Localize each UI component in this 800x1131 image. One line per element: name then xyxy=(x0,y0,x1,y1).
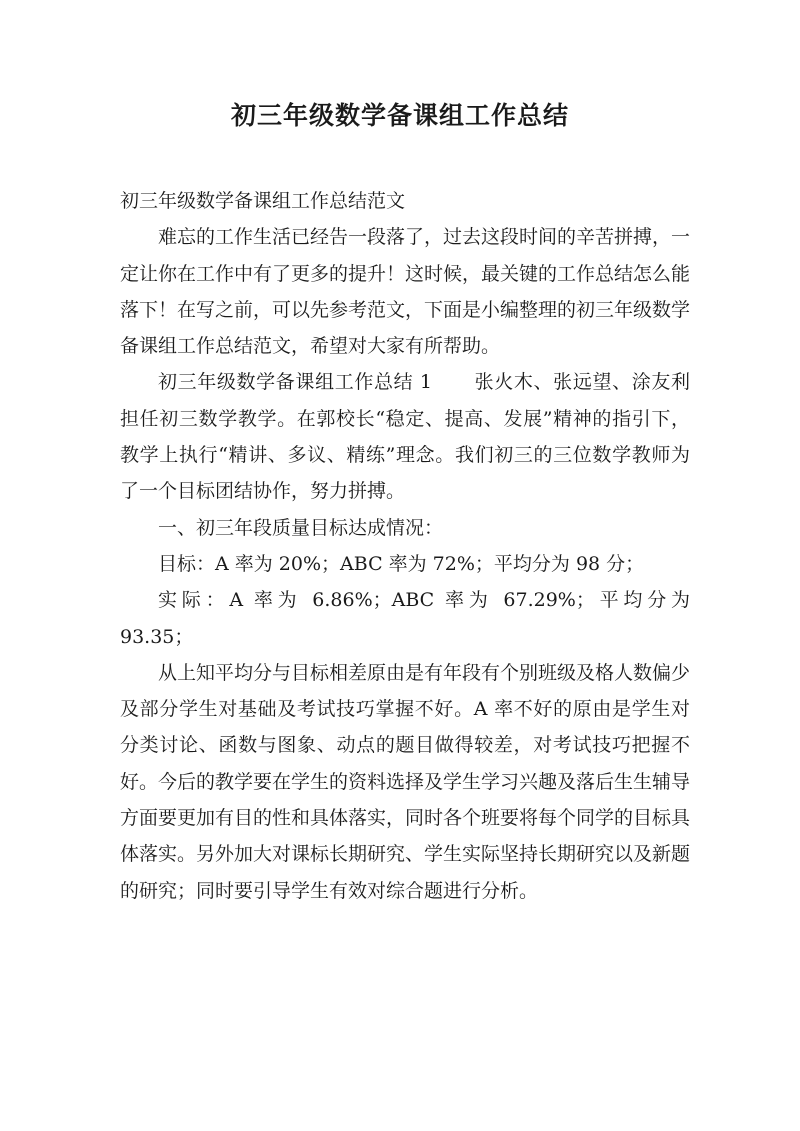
intro-paragraph: 难忘的工作生活已经告一段落了，过去这段时间的辛苦拼搏，一定让你在工作中有了更多的提升！这时候，最关键的工作总结怎么能落下！在写之前，可以先参考范文，下面是小编整理的初三年级数学备课组工作总结范文，希望对大家有所帮助。 xyxy=(120,226,691,358)
section-text: 张火木、张远望、涂友利担任初三数学教学。在郭校长“稳定、提高、发展”精神的指引下，教学上执行“精讲、多议、精练”理念。我们初三的三位数学教师为了一个目标团结协作，努力拼搏。 xyxy=(120,371,690,503)
document-body xyxy=(120,183,690,909)
item-heading: 一、初三年段质量目标达成情况： xyxy=(158,516,444,539)
actual-line: 实际：A 率为 6.86%；ABC 率为 67.29%；平均分为 93.35； xyxy=(120,589,690,648)
target-line: 目标：A 率为 20%；ABC 率为 72%；平均分为 98 分； xyxy=(158,552,645,575)
document-subtitle: 初三年级数学备课组工作总结范文 xyxy=(120,190,406,212)
section-paragraph xyxy=(120,364,690,509)
document-title: 初三年级数学备课组工作总结 xyxy=(230,101,569,130)
analysis-paragraph: 从上知平均分与目标相差原由是有年段有个别班级及格人数偏少及部分学生对基础及考试技巧掌握不好。A 率不好的原由是学生对分类讨论、函数与图象、动点的题目做得较差，对考试技巧把握不好。今后的教学要在学生的资料选择及学生学习兴趣及落后生生辅导方面要更加有目的性和具体落实，同时各个班要将每个同学的目标具体落实。另外加大对课标长期研究、学生实际坚持长期研究以及新题的研究；同时要引导学生有效对综合题进行分析。 xyxy=(120,661,691,902)
section-heading: 初三年级数学备课组工作总结 1 xyxy=(158,371,433,394)
